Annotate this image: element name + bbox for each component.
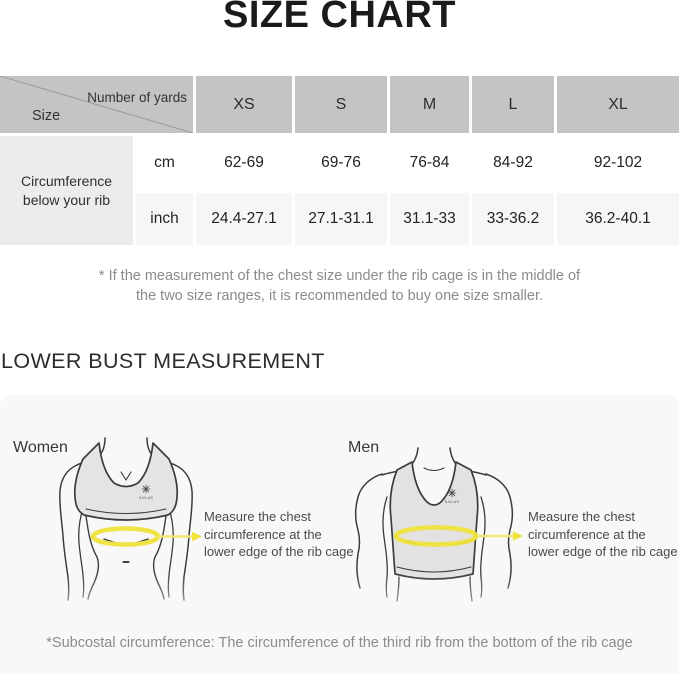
corner-top-label: Number of yards <box>87 90 187 105</box>
unit-cell-inch: inch <box>136 193 193 245</box>
inch-value-l: 33-36.2 <box>472 193 554 245</box>
size-col-header-l: L <box>472 76 554 133</box>
size-col-header-m: M <box>390 76 469 133</box>
cm-value-xl: 92-102 <box>557 136 679 190</box>
women-measure-arrow-icon <box>159 532 202 541</box>
cm-value-s: 69-76 <box>295 136 387 190</box>
size-col-header-xl: XL <box>557 76 679 133</box>
inch-value-xs: 24.4-27.1 <box>196 193 292 245</box>
unit-cell-cm: cm <box>136 136 193 190</box>
corner-bottom-label: Size <box>32 108 61 124</box>
size-col-header-s: S <box>295 76 387 133</box>
men-arm-left <box>356 474 382 588</box>
row-label-circumference: Circumference below your rib <box>0 136 133 245</box>
size-note <box>0 266 679 306</box>
men-annotation: Measure the chest circumference at the lower edge of the rib cage <box>528 509 678 559</box>
figure-fade <box>0 573 679 635</box>
cm-value-xs: 62-69 <box>196 136 292 190</box>
men-arm-right <box>486 474 512 588</box>
measurement-panel <box>0 395 679 674</box>
size-note-line2: the two size ranges, it is recommended to buy one size smaller. <box>136 288 543 304</box>
women-label: Women <box>13 439 68 456</box>
women-bra <box>75 443 178 520</box>
svg-text:KAILAS: KAILAS <box>444 500 460 504</box>
inch-value-m: 31.1-33 <box>390 193 469 245</box>
table-corner-cell <box>0 76 193 133</box>
section-heading: LOWER BUST MEASUREMENT <box>1 349 325 373</box>
page-title: SIZE CHART <box>223 0 456 36</box>
footnote: *Subcostal circumference: The circumference of the third rib from the bottom of the rib cage <box>46 635 633 651</box>
inch-value-xl: 36.2-40.1 <box>557 193 679 245</box>
svg-text:KAILAS: KAILAS <box>138 496 154 500</box>
women-annotation: Measure the chest circumference at the lower edge of the rib cage <box>204 509 354 559</box>
men-tank-top <box>390 462 478 579</box>
inch-value-s: 27.1-31.1 <box>295 193 387 245</box>
men-measure-arrow-icon <box>479 531 523 540</box>
size-table <box>0 76 679 245</box>
cm-value-m: 76-84 <box>390 136 469 190</box>
men-label: Men <box>348 439 380 456</box>
size-col-header-xs: XS <box>196 76 292 133</box>
women-measure-ellipse <box>93 529 158 545</box>
cm-value-l: 84-92 <box>472 136 554 190</box>
size-note-line1: * If the measurement of the chest size under the rib cage is in the middle of <box>98 268 581 284</box>
